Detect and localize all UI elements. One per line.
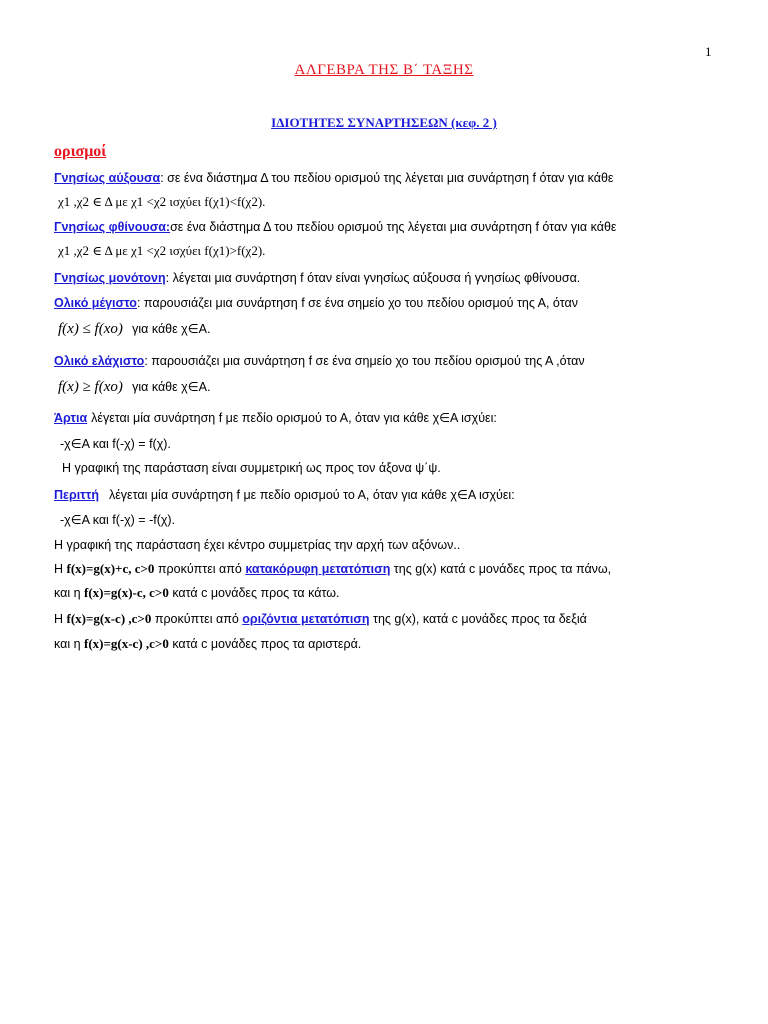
definition-global-maximum bbox=[54, 295, 578, 311]
definition-odd-function bbox=[54, 487, 515, 503]
formula: f(x)=g(x-c) ,c>0 bbox=[66, 611, 152, 626]
text-fragment: Η bbox=[54, 562, 67, 576]
definition-global-minimum bbox=[54, 353, 585, 369]
definition-text: σε ένα διάστημα Δ του πεδίου ορισμού της λέγεται μια συνάρτηση f όταν για κάθε bbox=[170, 220, 617, 234]
text-fragment: Η bbox=[54, 612, 67, 626]
definition-text: : παρουσιάζει μια συνάρτηση f σε ένα σημείο χο του πεδίου ορισμού της Α ,όταν bbox=[144, 354, 585, 368]
document-title: ΑΛΓΕΒΡΑ ΤΗΣ Β΄ ΤΑΞΗΣ bbox=[294, 62, 474, 78]
section-heading-definitions: ορισμοί bbox=[54, 143, 107, 160]
term-strictly-monotonic: Γνησίως μονότονη bbox=[54, 271, 166, 285]
minimum-inequality: f(x) ≥ f(xo) bbox=[58, 379, 123, 395]
definition-text: λέγεται μία συνάρτηση f με πεδίο ορισμού το Α, όταν για κάθε χ∈Α ισχύει: bbox=[91, 411, 497, 425]
term-horizontal-shift: οριζόντια μετατόπιση bbox=[242, 612, 370, 626]
horizontal-shift-left bbox=[54, 636, 361, 652]
definition-text: : σε ένα διάστημα Δ του πεδίου ορισμού της λέγεται μια συνάρτηση f όταν για κάθε bbox=[160, 171, 614, 185]
definition-condition: χ1 ,χ2 ∈ Δ με χ1 <χ2 ισχύει f(χ1)>f(χ2). bbox=[58, 243, 266, 258]
term-strictly-increasing: Γνησίως αύξουσα bbox=[54, 171, 161, 185]
definition-condition: χ1 ,χ2 ∈ Δ με χ1 <χ2 ισχύει f(χ1)<f(χ2). bbox=[58, 194, 266, 209]
formula: f(x)=g(x-c) ,c>0 bbox=[84, 636, 169, 651]
text-fragment: προκύπτει από bbox=[151, 612, 243, 626]
text-fragment: της g(x) κατά c μονάδες προς τα πάνω, bbox=[390, 562, 612, 576]
text-fragment: και η bbox=[54, 637, 84, 651]
odd-condition: -χ∈Α και f(-χ) = -f(χ). bbox=[60, 513, 176, 527]
text-fragment: κατά c μονάδες προς τα αριστερά. bbox=[168, 637, 362, 651]
term-vertical-shift: κατακόρυφη μετατόπιση bbox=[245, 562, 391, 576]
document-subtitle: ΙΔΙΟΤΗΤΕΣ ΣΥΝΑΡΤΗΣΕΩΝ (κεφ. 2 ) bbox=[271, 115, 497, 130]
text-fragment: κατά c μονάδες προς τα κάτω. bbox=[168, 586, 340, 600]
formula: f(x)=g(x)-c, c>0 bbox=[84, 585, 169, 600]
text-fragment: προκύπτει από bbox=[154, 562, 246, 576]
even-graph-note: Η γραφική της παράσταση είναι συμμετρική ως προς τον άξονα ψ΄ψ. bbox=[62, 461, 441, 475]
condition-text: για κάθε χ∈Α. bbox=[132, 322, 211, 336]
vertical-shift-down bbox=[54, 585, 339, 601]
definition-text: : παρουσιάζει μια συνάρτηση f σε ένα σημείο χο του πεδίου ορισμού της Α, όταν bbox=[136, 296, 578, 310]
even-condition: -χ∈Α και f(-χ) = f(χ). bbox=[60, 437, 171, 451]
term-strictly-decreasing: Γνησίως φθίνουσα: bbox=[54, 220, 171, 234]
minimum-condition bbox=[58, 379, 210, 395]
term-global-maximum: Ολικό μέγιστο bbox=[54, 296, 137, 310]
condition-text: για κάθε χ∈Α. bbox=[132, 380, 211, 394]
term-even-function: Άρτια bbox=[54, 411, 88, 425]
definition-strictly-increasing bbox=[54, 170, 614, 186]
text-fragment: και η bbox=[54, 586, 84, 600]
vertical-shift-up bbox=[54, 561, 611, 577]
odd-graph-note: Η γραφική της παράσταση έχει κέντρο συμμετρίας την αρχή των αξόνων.. bbox=[54, 538, 461, 552]
definition-text: : λέγεται μια συνάρτηση f όταν είναι γνησίως αύξουσα ή γνησίως φθίνουσα. bbox=[165, 271, 581, 285]
maximum-condition bbox=[58, 321, 210, 337]
definition-even-function bbox=[54, 410, 497, 426]
maximum-inequality: f(x) ≤ f(xo) bbox=[58, 321, 123, 337]
term-odd-function: Περιττή bbox=[54, 488, 99, 502]
definition-text: λέγεται μία συνάρτηση f με πεδίο ορισμού το Α, όταν για κάθε χ∈Α ισχύει: bbox=[108, 488, 515, 502]
page-number: 1 bbox=[705, 44, 712, 59]
term-global-minimum: Ολικό ελάχιστο bbox=[54, 354, 145, 368]
text-fragment: της g(x), κατά c μονάδες προς τα δεξιά bbox=[369, 612, 587, 626]
horizontal-shift-right bbox=[54, 611, 587, 627]
formula: f(x)=g(x)+c, c>0 bbox=[66, 561, 155, 576]
definition-strictly-decreasing bbox=[54, 219, 616, 235]
definition-strictly-monotonic bbox=[54, 270, 580, 286]
